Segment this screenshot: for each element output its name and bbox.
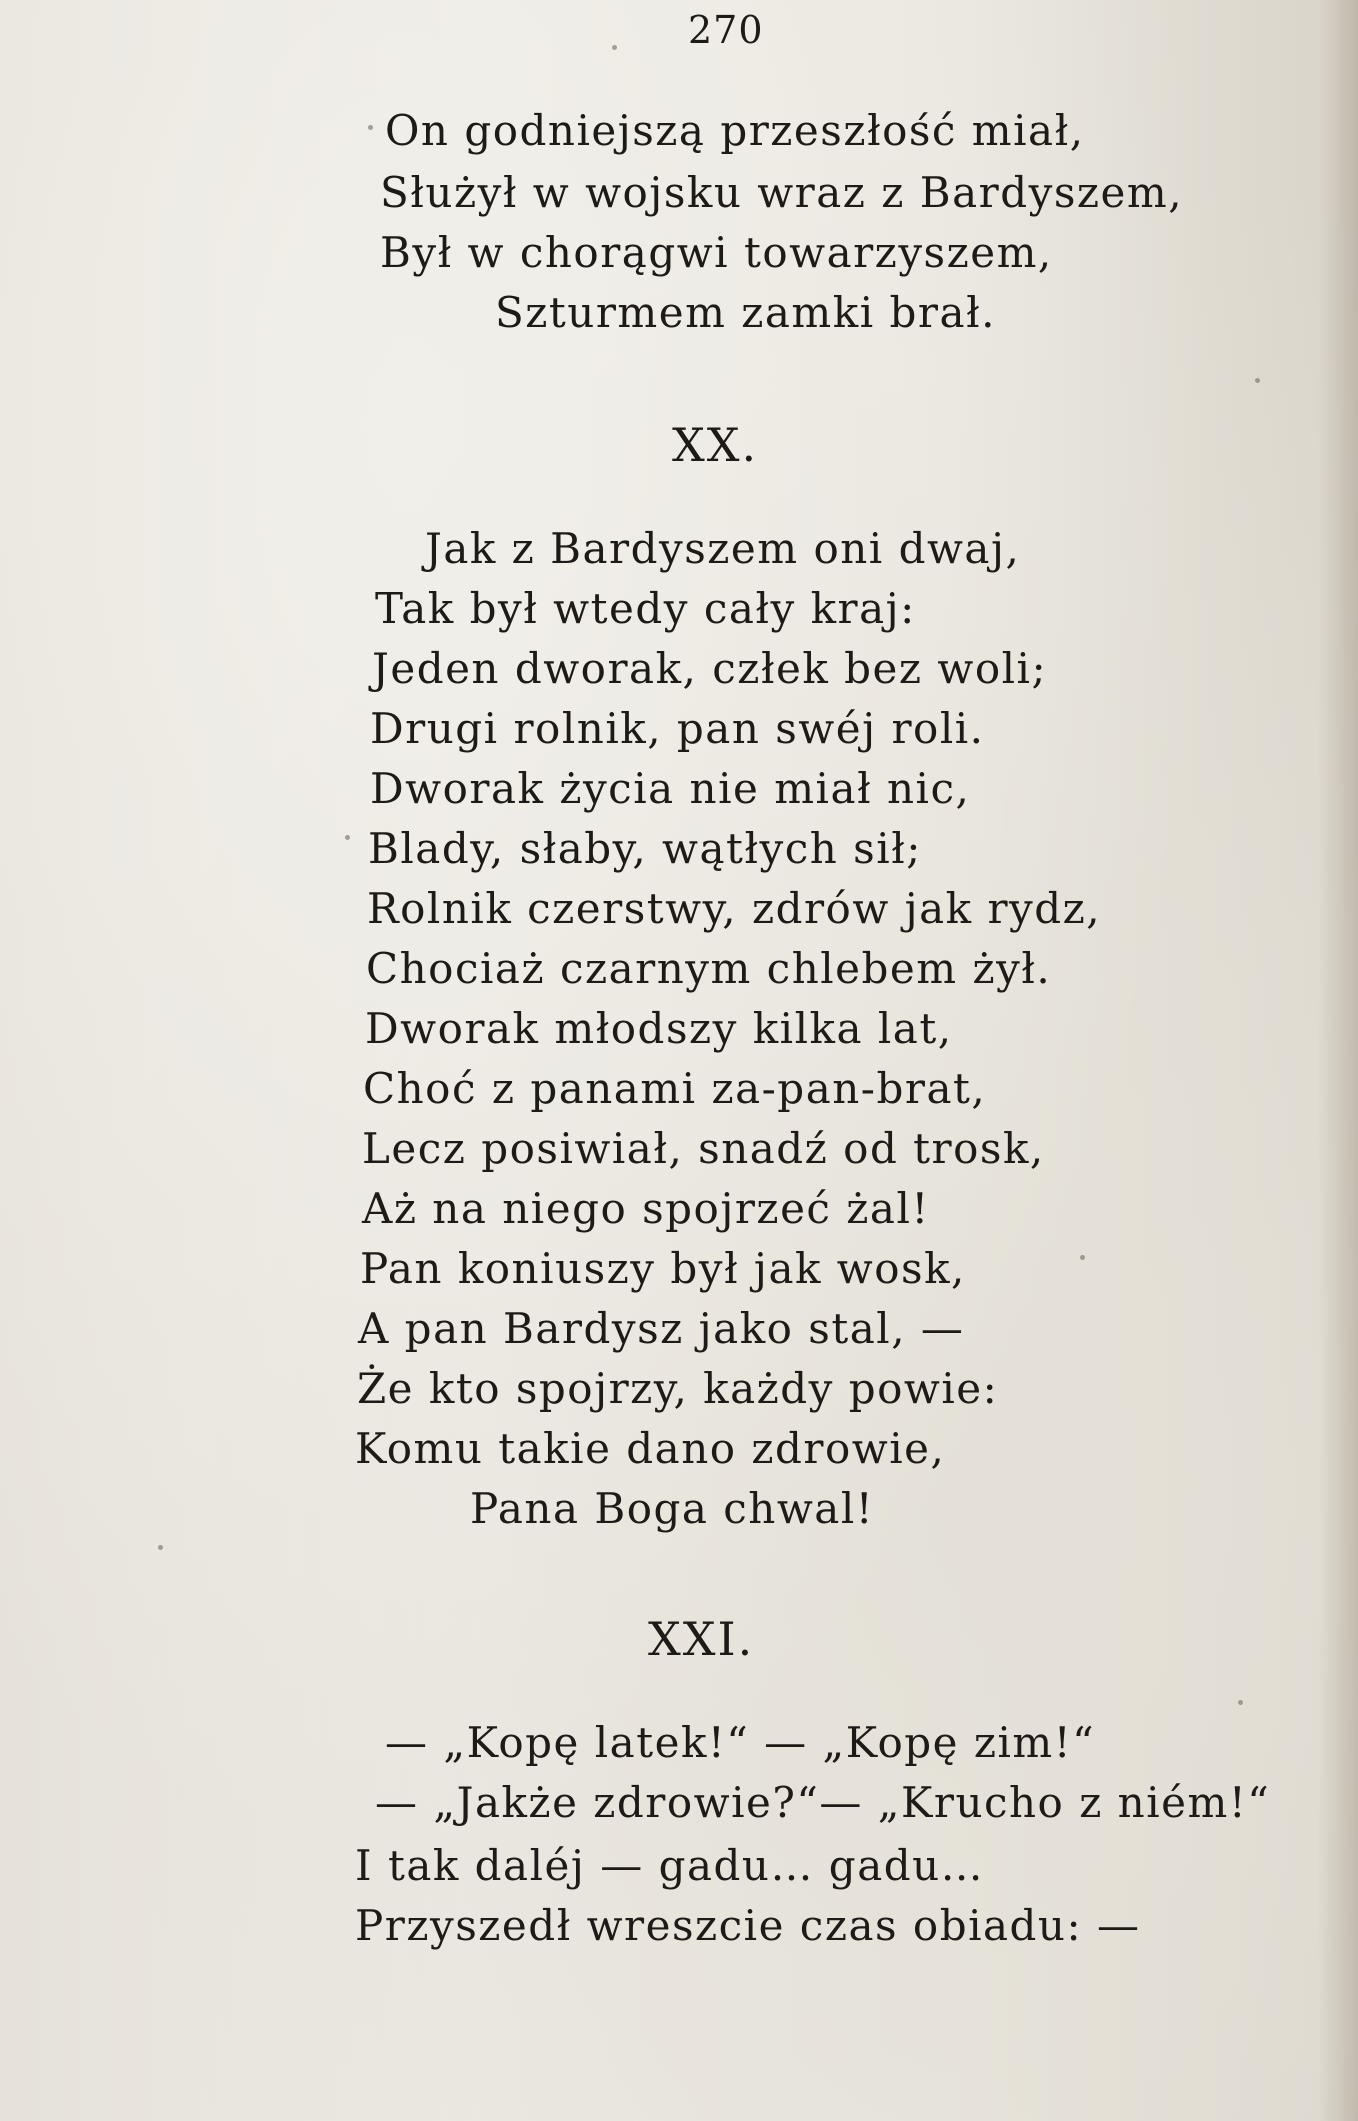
paper-speck bbox=[368, 125, 373, 130]
verse-line: Lecz posiwiał, snadź od trosk, bbox=[362, 1124, 1045, 1173]
verse-line: On godniejszą przeszłość miał, bbox=[385, 106, 1085, 155]
paper-speck bbox=[158, 1545, 163, 1550]
verse-line: Pan koniuszy był jak wosk, bbox=[360, 1244, 966, 1293]
verse-line: Szturmem zamki brał. bbox=[495, 288, 996, 337]
verse-line: Pana Boga chwal! bbox=[470, 1484, 875, 1533]
verse-line: Choć z panami za-pan-brat, bbox=[363, 1064, 987, 1113]
paper-speck bbox=[1080, 1255, 1085, 1260]
verse-line: Komu takie dano zdrowie, bbox=[355, 1424, 946, 1473]
verse-line: Tak był wtedy cały kraj: bbox=[375, 584, 916, 633]
paper-speck bbox=[612, 45, 617, 50]
verse-line: — „Kopę latek!“ — „Kopę zim!“ bbox=[385, 1718, 1096, 1767]
page-number: 270 bbox=[688, 8, 764, 52]
verse-line: — „Jakże zdrowie?“— „Krucho z niém!“ bbox=[375, 1778, 1271, 1827]
verse-line: Przyszedł wreszcie czas obiadu: — bbox=[355, 1901, 1141, 1950]
verse-line: Rolnik czerstwy, zdrów jak rydz, bbox=[367, 884, 1102, 933]
verse-line: Jeden dworak, człek bez woli; bbox=[372, 644, 1048, 693]
paper-speck bbox=[1255, 378, 1260, 383]
verse-line: I tak daléj — gadu… gadu… bbox=[355, 1841, 985, 1890]
section-heading-xx: XX. bbox=[672, 418, 759, 472]
verse-line: Drugi rolnik, pan swéj roli. bbox=[370, 704, 985, 753]
verse-line: Blady, słaby, wątłych sił; bbox=[368, 824, 922, 873]
verse-line: Był w chorągwi towarzyszem, bbox=[380, 228, 1053, 277]
verse-line: Że kto spojrzy, każdy powie: bbox=[357, 1364, 999, 1413]
verse-line: Chociaż czarnym chlebem żył. bbox=[366, 944, 1052, 993]
verse-line: Aż na niego spojrzeć żal! bbox=[362, 1184, 930, 1233]
paper-speck bbox=[1238, 1700, 1243, 1705]
verse-line: A pan Bardysz jako stal, — bbox=[358, 1304, 965, 1353]
verse-line: Służył w wojsku wraz z Bardyszem, bbox=[380, 168, 1184, 217]
section-heading-xxi: XXI. bbox=[648, 1612, 755, 1666]
page-edge-shadow bbox=[1318, 0, 1358, 2121]
verse-line: Dworak młodszy kilka lat, bbox=[365, 1004, 953, 1053]
verse-line: Jak z Bardyszem oni dwaj, bbox=[425, 524, 1021, 573]
verse-line: Dworak życia nie miał nic, bbox=[370, 764, 971, 813]
paper-speck bbox=[345, 835, 350, 840]
